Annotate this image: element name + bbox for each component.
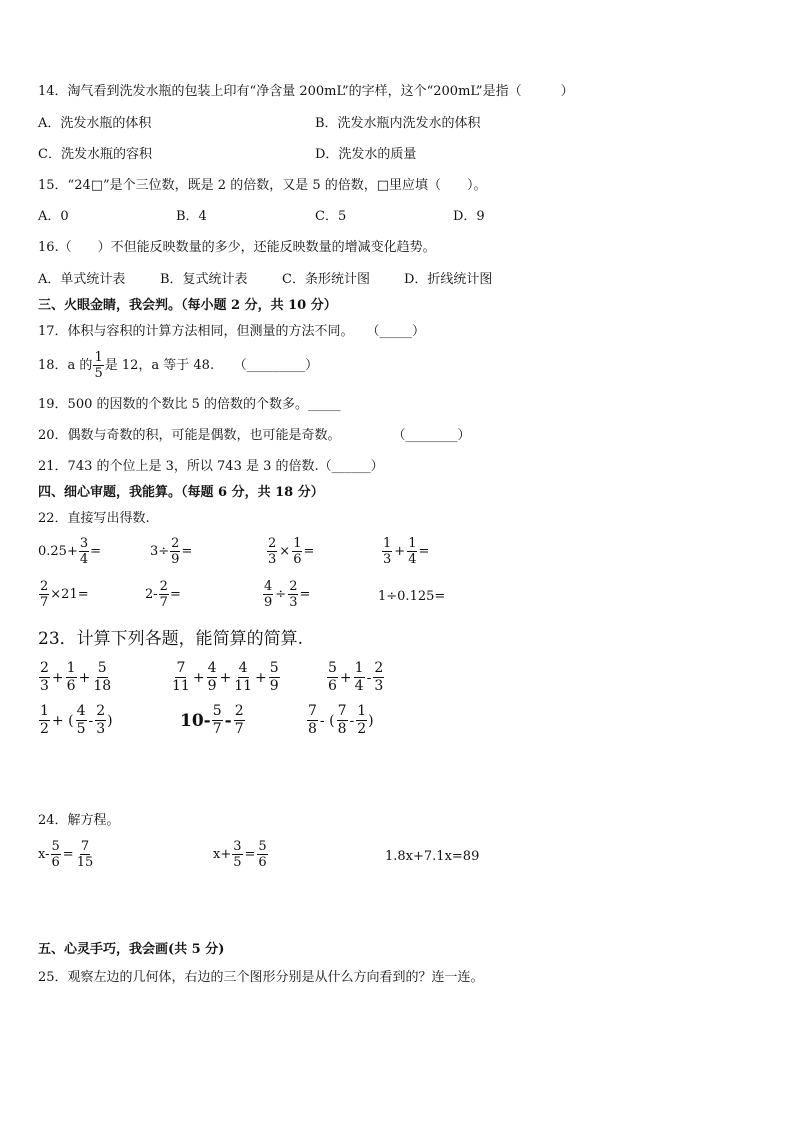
- operator: +: [339, 669, 352, 686]
- question-23-title: 23．计算下列各题，能简算的简算.: [38, 629, 304, 649]
- q22-expr-2: [150, 536, 192, 567]
- numerator: 2: [159, 579, 168, 594]
- numerator: 2: [234, 703, 244, 719]
- q24-e1-term: x-: [38, 847, 50, 862]
- q18-numerator: 1: [94, 350, 103, 365]
- q23-e5-term: 10-: [180, 710, 211, 731]
- operator: +: [51, 669, 64, 686]
- question-19: 19．500 的因数的个数比 5 的倍数的个数多。_____: [38, 397, 341, 412]
- q22-expr-5: [38, 579, 89, 610]
- q22-e7-fraction-2: [288, 579, 298, 610]
- denominator: 7: [234, 721, 244, 737]
- question-15: 15．“24□”是个三位数，既是 2 的倍数，又是 5 的倍数，□里应填（ ）。: [38, 178, 487, 193]
- denominator: 2: [40, 721, 49, 737]
- q22-e6-term: 2-: [145, 587, 158, 602]
- q22-e5-term: ×21=: [50, 587, 89, 602]
- q22-e3-fraction-2: [292, 536, 302, 567]
- operator: -: [366, 669, 372, 686]
- question-21: 21．743 的个位上是 3，所以 743 是 3 的倍数.（______）: [38, 459, 384, 474]
- denominator: 3: [96, 721, 106, 737]
- numerator: 1: [383, 536, 392, 551]
- q22-expr-1: [38, 536, 101, 567]
- fraction: [76, 839, 95, 870]
- numerator: 2: [40, 660, 49, 676]
- q14-option-d: D．洗发水的质量: [315, 147, 417, 162]
- denominator: 8: [337, 721, 347, 737]
- fraction: [233, 660, 253, 695]
- q15-option-b: B．4: [176, 209, 207, 224]
- q15-option-c: C．5: [315, 209, 347, 224]
- numerator: 1: [408, 536, 417, 551]
- equals-sign: =: [169, 587, 181, 602]
- denominator: 6: [258, 855, 267, 870]
- fraction: [257, 839, 267, 870]
- q15-option-d: D．9: [453, 209, 485, 224]
- denominator: 3: [40, 678, 49, 694]
- operator: -: [224, 710, 232, 731]
- q15-option-a: A．0: [38, 209, 69, 224]
- q22-expr-4: [381, 536, 429, 567]
- denominator: 6: [293, 552, 302, 567]
- q22-e7-fraction-1: [263, 579, 273, 610]
- numerator: 1: [40, 703, 49, 719]
- section-5-heading: 五、心灵手巧，我会画(共 5 分): [38, 942, 225, 957]
- operator: ×: [279, 544, 291, 559]
- fraction: [232, 839, 242, 870]
- q22-e4-fraction-2: [407, 536, 417, 567]
- denominator: 18: [93, 678, 112, 694]
- numerator: 5: [97, 660, 107, 676]
- q24-equation-3: 1.8x+7.1x=89: [385, 849, 480, 864]
- equals-sign: =: [303, 544, 315, 559]
- fraction: [337, 703, 348, 738]
- fraction: [356, 703, 367, 738]
- q18-fraction: [93, 350, 103, 381]
- fraction: [51, 839, 61, 870]
- denominator: 5: [76, 721, 86, 737]
- denominator: 15: [76, 855, 94, 870]
- numerator: 1: [357, 703, 367, 719]
- fraction: [212, 703, 223, 738]
- denominator: 7: [159, 595, 168, 610]
- numerator: 5: [212, 703, 222, 719]
- equals-sign: =: [90, 544, 102, 559]
- denominator: 7: [40, 595, 49, 610]
- q18-denominator: 5: [94, 366, 103, 381]
- denominator: 9: [269, 678, 279, 694]
- fraction: [234, 703, 245, 738]
- numerator: 4: [207, 660, 217, 676]
- section-3-heading: 三、火眼金睛，我会判。（每小题 2 分，共 10 分）: [38, 298, 337, 313]
- fraction: [327, 660, 338, 695]
- operator: + (: [51, 712, 74, 729]
- denominator: 9: [264, 595, 273, 610]
- q22-e6-fraction: [159, 579, 169, 610]
- numerator: 7: [308, 703, 317, 719]
- question-17: 17．体积与容积的计算方法相同，但测量的方法不同。 （_____）: [38, 324, 426, 339]
- denominator: 8: [308, 721, 317, 737]
- operator: +: [78, 669, 91, 686]
- q22-expr-3: [266, 536, 314, 567]
- denominator: 3: [383, 552, 392, 567]
- question-20: 20．偶数与奇数的积，可能是偶数，也可能是奇数。 （________）: [38, 428, 471, 443]
- q16-option-b: B．复式统计表: [160, 272, 248, 287]
- numerator: 5: [328, 660, 337, 676]
- denominator: 3: [374, 678, 384, 694]
- denominator: 9: [207, 678, 217, 694]
- fraction: [39, 703, 50, 738]
- numerator: 3: [233, 839, 242, 854]
- operator: +: [394, 544, 406, 559]
- numerator: 3: [79, 536, 89, 551]
- q23-expr-4: [38, 703, 113, 738]
- denominator: 6: [328, 678, 337, 694]
- fraction: [76, 703, 87, 738]
- question-22-title: 22．直接写出得数.: [38, 511, 150, 526]
- equals-sign: =: [62, 847, 74, 862]
- question-14: 14．淘气看到洗发水瓶的包装上印有“净含量 200mL”的字样，这个“200mL”是指（ ）: [38, 84, 574, 99]
- section-4-heading: 四、细心审题，我能算。（每题 6 分，共 18 分）: [38, 485, 324, 500]
- q22-expr-8: 1÷0.125=: [378, 589, 446, 604]
- numerator: 1: [293, 536, 302, 551]
- equals-sign: =: [418, 544, 430, 559]
- q22-e3-fraction-1: [267, 536, 277, 567]
- q24-e2-term: x+: [213, 847, 232, 862]
- numerator: 2: [268, 536, 277, 551]
- denominator: 4: [408, 552, 417, 567]
- operator: +: [219, 669, 232, 686]
- denominator: 11: [172, 678, 190, 694]
- q23-expr-5: [180, 703, 246, 738]
- q24-equation-1: [38, 839, 95, 870]
- fraction: [373, 660, 384, 695]
- question-16: 16.（ ）不但能反映数量的多少，还能反映数量的增减变化趋势。: [38, 240, 436, 255]
- numerator: 2: [40, 579, 49, 594]
- numerator: 5: [269, 660, 279, 676]
- numerator: 7: [80, 839, 90, 854]
- numerator: 7: [176, 660, 186, 676]
- q24-equation-2: [213, 839, 269, 870]
- q23-expr-6: [306, 703, 374, 738]
- denominator: 9: [171, 552, 180, 567]
- q22-e1-term: 0.25+: [38, 544, 78, 559]
- fraction: [269, 660, 280, 695]
- denominator: 4: [79, 552, 89, 567]
- numerator: 4: [264, 579, 273, 594]
- q16-option-a: A．单式统计表: [38, 272, 126, 287]
- denominator: 3: [268, 552, 277, 567]
- fraction: [207, 660, 218, 695]
- fraction: [95, 703, 106, 738]
- operator: ÷: [275, 587, 287, 602]
- q14-option-a: A．洗发水瓶的体积: [38, 116, 152, 131]
- q22-e2-fraction: [170, 536, 180, 567]
- q22-expr-6: [145, 579, 181, 610]
- numerator: 2: [289, 579, 298, 594]
- denominator: 7: [212, 721, 222, 737]
- numerator: 4: [76, 703, 86, 719]
- q16-option-d: D．折线统计图: [404, 272, 493, 287]
- equals-sign: =: [181, 544, 193, 559]
- operator: -: [88, 712, 94, 729]
- denominator: 2: [357, 721, 367, 737]
- operator: +: [192, 669, 205, 686]
- q18-suffix: 是 12，a 等于 48. （_________）: [104, 357, 319, 373]
- q14-option-c: C．洗发水瓶的容积: [38, 147, 152, 162]
- q23-expr-2: [170, 660, 281, 695]
- numerator: 2: [374, 660, 384, 676]
- fraction: [354, 660, 365, 695]
- q22-expr-7: [262, 579, 310, 610]
- numerator: 1: [354, 660, 364, 676]
- close-paren: ): [107, 712, 113, 729]
- q14-option-b: B．洗发水瓶内洗发水的体积: [315, 116, 481, 131]
- q18-prefix: 18．a 的: [38, 357, 93, 373]
- numerator: 2: [96, 703, 106, 719]
- denominator: 4: [354, 678, 364, 694]
- denominator: 6: [51, 855, 60, 870]
- numerator: 5: [258, 839, 267, 854]
- q23-expr-3: [326, 660, 385, 695]
- equals-sign: =: [244, 847, 256, 862]
- numerator: 1: [66, 660, 76, 676]
- q22-e5-fraction: [39, 579, 49, 610]
- denominator: 11: [234, 678, 253, 694]
- numerator: 4: [238, 660, 248, 676]
- q22-e4-fraction-1: [382, 536, 392, 567]
- operator: +: [255, 669, 267, 686]
- q22-e2-term: 3÷: [150, 544, 170, 559]
- fraction: [66, 660, 77, 695]
- numerator: 7: [337, 703, 347, 719]
- numerator: 2: [171, 536, 180, 551]
- equals-sign: =: [299, 587, 311, 602]
- close-paren: ): [368, 712, 374, 729]
- fraction: [171, 660, 191, 695]
- denominator: 5: [233, 855, 242, 870]
- question-24-title: 24．解方程。: [38, 813, 120, 828]
- operator: -: [349, 712, 355, 729]
- q16-option-c: C．条形统计图: [282, 272, 370, 287]
- numerator: 5: [51, 839, 60, 854]
- question-18: [38, 350, 318, 381]
- fraction: [307, 703, 318, 738]
- q23-expr-1: [38, 660, 113, 695]
- fraction: [39, 660, 50, 695]
- q22-e1-fraction: [79, 536, 89, 567]
- question-25: 25．观察左边的几何体，右边的三个图形分别是从什么方向看到的？连一连。: [38, 970, 484, 985]
- operator: - (: [319, 712, 335, 729]
- fraction: [92, 660, 112, 695]
- denominator: 6: [66, 678, 76, 694]
- denominator: 3: [289, 595, 298, 610]
